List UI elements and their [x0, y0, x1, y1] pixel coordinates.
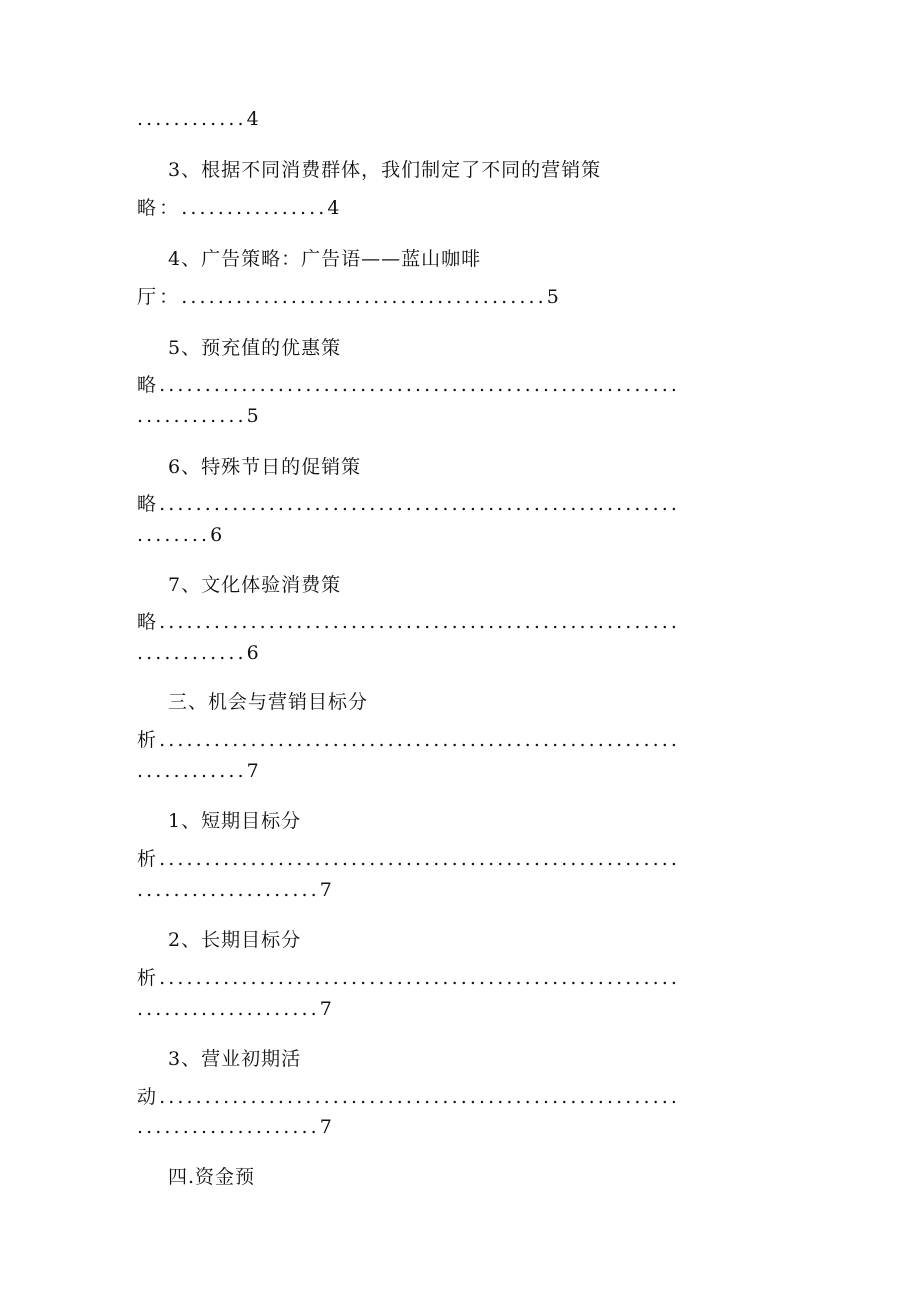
- toc-line: 动.........................................................: [137, 1086, 681, 1108]
- toc-line: 略：................4: [137, 197, 343, 219]
- toc-line: 略.........................................................: [137, 493, 681, 515]
- toc-line: ........6: [137, 524, 226, 546]
- toc-line: ............6: [137, 642, 262, 664]
- toc-heading: 三、机会与营销目标分: [168, 691, 369, 713]
- toc-heading: 1、短期目标分: [168, 810, 302, 832]
- toc-line: ............7: [137, 760, 262, 782]
- toc-line: 析.........................................................: [137, 729, 681, 751]
- toc-heading: 四.资金预: [168, 1166, 256, 1188]
- toc-heading: 2、长期目标分: [168, 929, 302, 951]
- toc-heading: 6、特殊节日的促销策: [168, 456, 362, 478]
- toc-line: 略.........................................................: [137, 374, 681, 396]
- toc-line: 厅：........................................5: [137, 286, 562, 308]
- toc-heading: 7、文化体验消费策: [168, 574, 342, 596]
- toc-line: 析.........................................................: [137, 848, 681, 870]
- toc-line: ....................7: [137, 879, 335, 901]
- toc-heading: 4、广告策略：广告语——蓝山咖啡: [168, 248, 482, 270]
- toc-line: ....................7: [137, 998, 335, 1020]
- toc-line: 析.........................................................: [137, 967, 681, 989]
- toc-line: ............5: [137, 405, 262, 427]
- toc-line: ....................7: [137, 1116, 335, 1138]
- toc-line: 略.........................................................: [137, 611, 681, 633]
- toc-heading: 3、营业初期活: [168, 1048, 302, 1070]
- toc-heading: 5、预充值的优惠策: [168, 337, 342, 359]
- toc-line: ............4: [137, 108, 262, 130]
- toc-heading: 3、根据不同消费群体，我们制定了不同的营销策: [168, 159, 602, 181]
